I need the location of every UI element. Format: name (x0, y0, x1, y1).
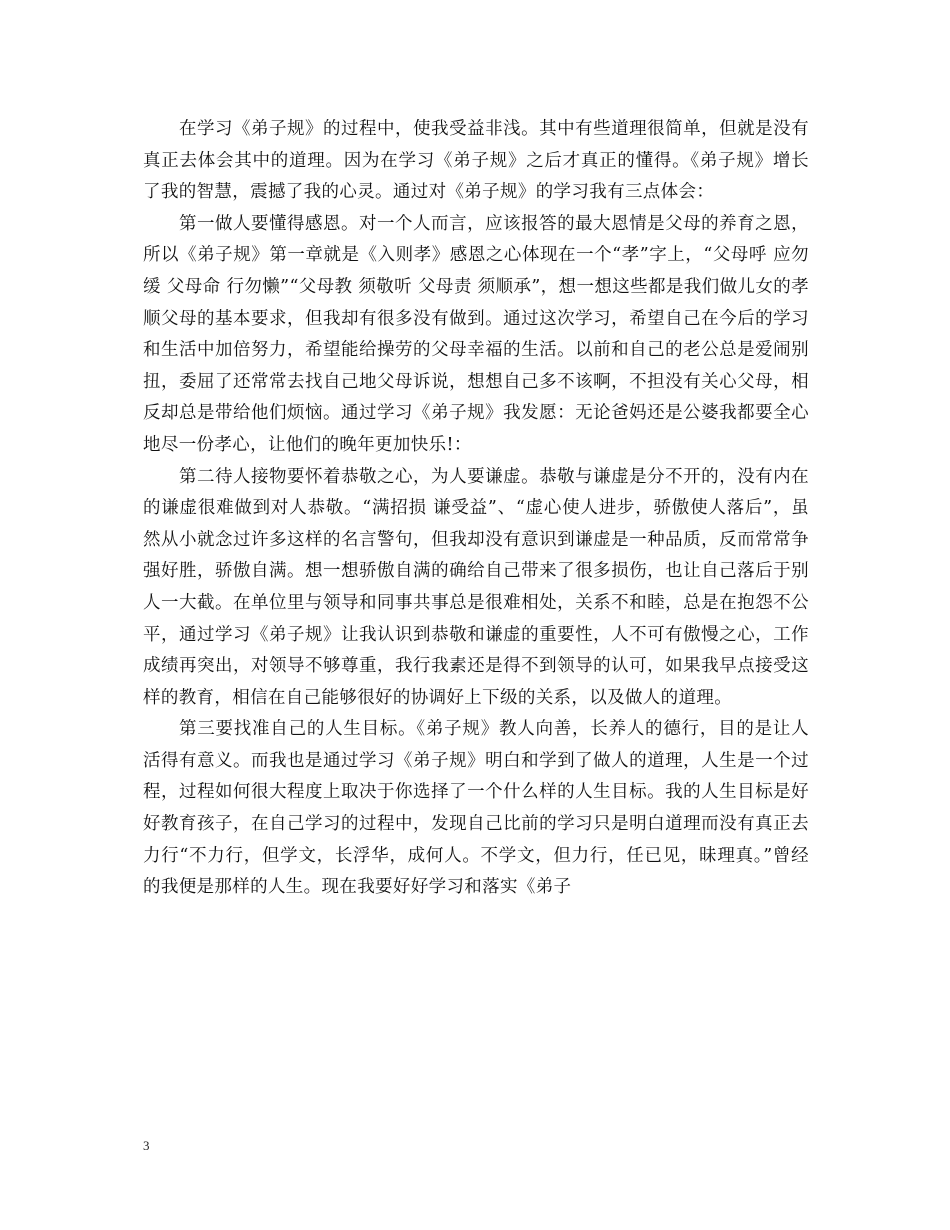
document-body (143, 114, 809, 904)
paragraph-intro: 在学习《弟子规》的过程中，使我受益非浅。其中有些道理很简单，但就是没有真正去体会其中的道理。因为在学习《弟子规》之后才真正的懂得。《弟子规》增长了我的智慧，震撼了我的心灵。通过对《弟子规》的学习我有三点体会： (143, 119, 809, 203)
paragraph-gratitude: 第一做人要懂得感恩。对一个人而言，应该报答的最大恩情是父母的养育之恩，所以《弟子规》第一章就是《入则孝》感恩之心体现在一个“孝”字上，“父母呼 应勿缓 父母命 行勿懒”“父母教 须敬听 父母责 须顺承”，想一想这些都是我们做儿女的孝顺父母的基本要求，但我却有很多没有做到。通过这次学习，希望自己在今后的学习和生活中加倍努力，希望能给操劳的父母幸福的生活。以前和自己的老公总是爱闹别扭，委屈了还常常去找自己地父母诉说，想想自己多不该啊，不担没有关心父母，相反却总是带给他们烦恼。通过学习《弟子规》我发愿：无论爸妈还是公婆我都要全心地尽一份孝心，让他们的晚年更加快乐!： (143, 213, 809, 455)
paragraph-life-goal: 第三要找准自己的人生目标。《弟子规》教人向善，长养人的德行，目的是让人活得有意义。而我也是通过学习《弟子规》明白和学到了做人的道理，人生是一个过程，过程如何很大程度上取决于你选择了一个什么样的人生目标。我的人生目标是好好教育孩子，在自己学习的过程中，发现自己比前的学习只是明白道理而没有真正去力行“不力行，但学文，长浮华，成何人。不学文，但力行，任已见，昧理真。”曾经的我便是那样的人生。现在我要好好学习和落实《弟子 (143, 719, 809, 898)
page-number: 3 (143, 1138, 150, 1153)
paragraph-respect: 第二待人接物要怀着恭敬之心，为人要谦虚。恭敬与谦虚是分不开的，没有内在的谦虚很难做到对人恭敬。“满招损 谦受益”、“虚心使人进步，骄傲使人落后”，虽然从小就念过许多这样的名言警句，但我却没有意识到谦虚是一种品质，反而常常争强好胜，骄傲自满。想一想骄傲自满的确给自己带来了很多损伤，也让自己落后于别人一大截。在单位里与领导和同事共事总是很难相处，关系不和睦，总是在抱怨不公平，通过学习《弟子规》让我认识到恭敬和谦虚的重要性，人不可有傲慢之心，工作成绩再突出，对领导不够尊重，我行我素还是得不到领导的认可，如果我早点接受这样的教育，相信在自己能够很好的协调好上下级的关系，以及做人的道理。 (143, 466, 809, 708)
